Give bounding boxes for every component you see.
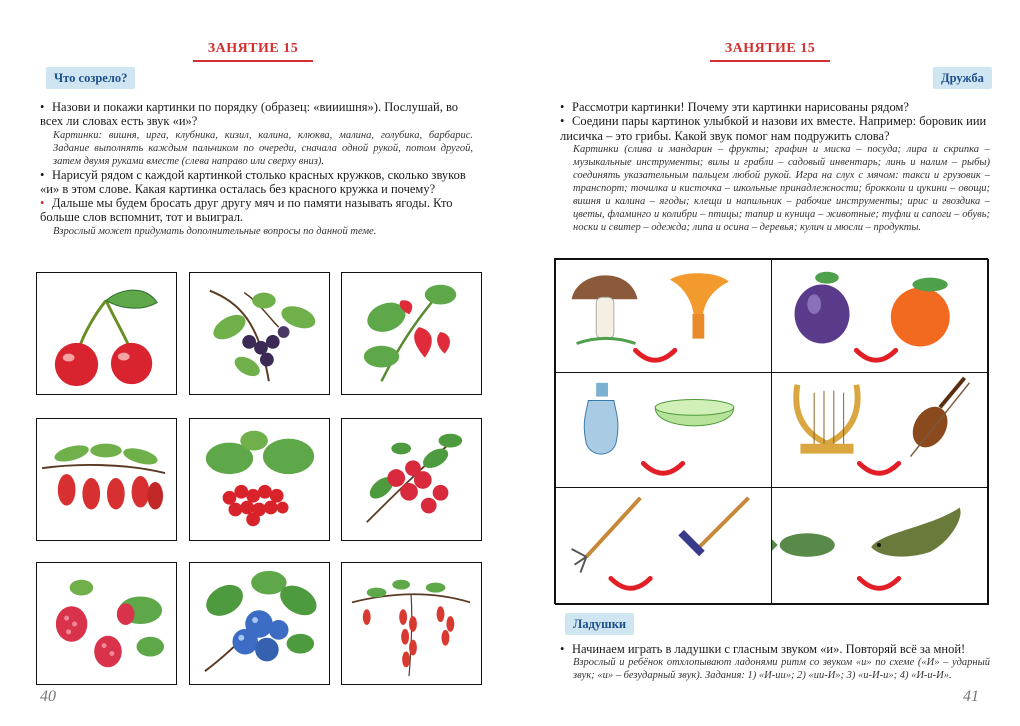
picture-card-blueberry[interactable] bbox=[189, 562, 330, 685]
barberry-icon bbox=[342, 563, 481, 684]
pair-cell-instruments[interactable] bbox=[771, 372, 989, 488]
instruction-bullet: • Начинаем играть в ладушки с гласным звуком «и». Повторяй всё за мной! bbox=[560, 642, 990, 656]
pair-cell-mushrooms[interactable] bbox=[555, 259, 772, 373]
fruit-pair-icon bbox=[772, 260, 988, 372]
instruction-bullet: • Нарисуй рядом с каждой картинкой столько красных кружков, сколько звуков «и» в этом слове. Какая картинка осталась без красного кружка и почему? bbox=[40, 168, 473, 197]
cherry-icon bbox=[37, 273, 176, 394]
picture-card-raspberry[interactable] bbox=[36, 562, 177, 685]
instruments-pair-icon bbox=[772, 373, 988, 487]
blueberry-icon bbox=[190, 563, 329, 684]
note-rhythm: Взрослый и ребёнок отхлопывают ладонями ритм со звуком «и» по схеме («И» – ударный звук; «и» – безударный звук). Задания: 1) «И-ии»; 2) «ии-И»; 3) «и-И-и»; 4) «И-и-И». bbox=[573, 657, 990, 682]
mushroom-pair-icon bbox=[556, 260, 771, 372]
pair-cell-fruits[interactable] bbox=[771, 259, 989, 373]
page-number: 40 bbox=[40, 688, 56, 705]
lesson-title: ЗАНЯТИЕ 15 bbox=[710, 41, 830, 62]
picture-card-strawberry[interactable] bbox=[341, 272, 482, 395]
right-text-block bbox=[560, 100, 990, 234]
raspberry-icon bbox=[37, 563, 176, 684]
pairs-grid bbox=[554, 258, 988, 604]
instruction-bullet: • Дальше мы будем бросать друг другу мяч и по памяти называть ягоды. Кто больше слов вспомнит, тот и выиграл. bbox=[40, 196, 473, 225]
section-title-what-ripened: Что созрело? bbox=[46, 67, 135, 89]
section-title-friendship: Дружба bbox=[933, 67, 992, 89]
picture-card-dogwood[interactable] bbox=[36, 418, 177, 541]
section-title-ladushki: Ладушки bbox=[565, 613, 634, 635]
lesson-title: ЗАНЯТИЕ 15 bbox=[193, 41, 313, 62]
fish-pair-icon bbox=[772, 488, 988, 604]
pair-cell-tools[interactable] bbox=[555, 487, 772, 605]
irga-icon bbox=[190, 273, 329, 394]
ladushki-text-block bbox=[560, 642, 990, 682]
picture-card-viburnum[interactable] bbox=[189, 418, 330, 541]
note-pictures: Картинки: вишня, ирга, клубника, кизил, калина, клюква, малина, голубика, барбарис. Задание выполнять каждым пальчиком по очереди, сначала одной рукой, потом другой, затем двумя руками вместе (слева направо или сверху вниз). bbox=[53, 129, 473, 167]
instruction-bullet: • Соедини пары картинок улыбкой и назови их вместе. Например: боровик иии лисичка – это грибы. Какой звук помог нам подружить слова? bbox=[560, 114, 990, 143]
tools-pair-icon bbox=[556, 488, 771, 604]
picture-card-cherry[interactable] bbox=[36, 272, 177, 395]
picture-card-barberry[interactable] bbox=[341, 562, 482, 685]
note-pictures: Картинки (слива и мандарин – фрукты; графин и миска – посуда; лира и скрипка – музыкальные инструменты; вилы и грабли – садовый инвентарь; линь и налим – рыбы) соединять указательным пальцем любой рукой. Игра на слух с мячом: такси и грузовик – транспорт; точилка и кисточка – школьные принадлежности; брокколи и цукини – овощи; вишня и калина – ягоды; клещи и напильник – рабочие инструменты; ирис и гвоздика – цветы, фламинго и колибри – птицы; тапир и куница – животные; туфли и сапоги – обувь; носки и свитер – одежда; липа и осина – деревья; кулич и мюсли – продукты. bbox=[573, 143, 990, 233]
instruction-bullet: • Назови и покажи картинки по порядку (образец: «вииишня»). Послушай, во всех ли словах есть звук «и»? bbox=[40, 100, 473, 129]
right-page bbox=[510, 0, 1020, 726]
picture-card-cranberry[interactable] bbox=[341, 418, 482, 541]
left-text-block bbox=[40, 100, 473, 238]
note-adult: Взрослый может придумать дополнительные вопросы по данной теме. bbox=[53, 225, 377, 237]
strawberry-icon bbox=[342, 273, 481, 394]
pair-cell-fish[interactable] bbox=[771, 487, 989, 605]
picture-card-irga[interactable] bbox=[189, 272, 330, 395]
viburnum-icon bbox=[190, 419, 329, 540]
pair-cell-dishes[interactable] bbox=[555, 372, 772, 488]
instruction-bullet: • Рассмотри картинки! Почему эти картинки нарисованы рядом? bbox=[560, 100, 990, 114]
page-number: 41 bbox=[963, 688, 979, 705]
dishes-pair-icon bbox=[556, 373, 771, 487]
cranberry-icon bbox=[342, 419, 481, 540]
dogwood-icon bbox=[37, 419, 176, 540]
